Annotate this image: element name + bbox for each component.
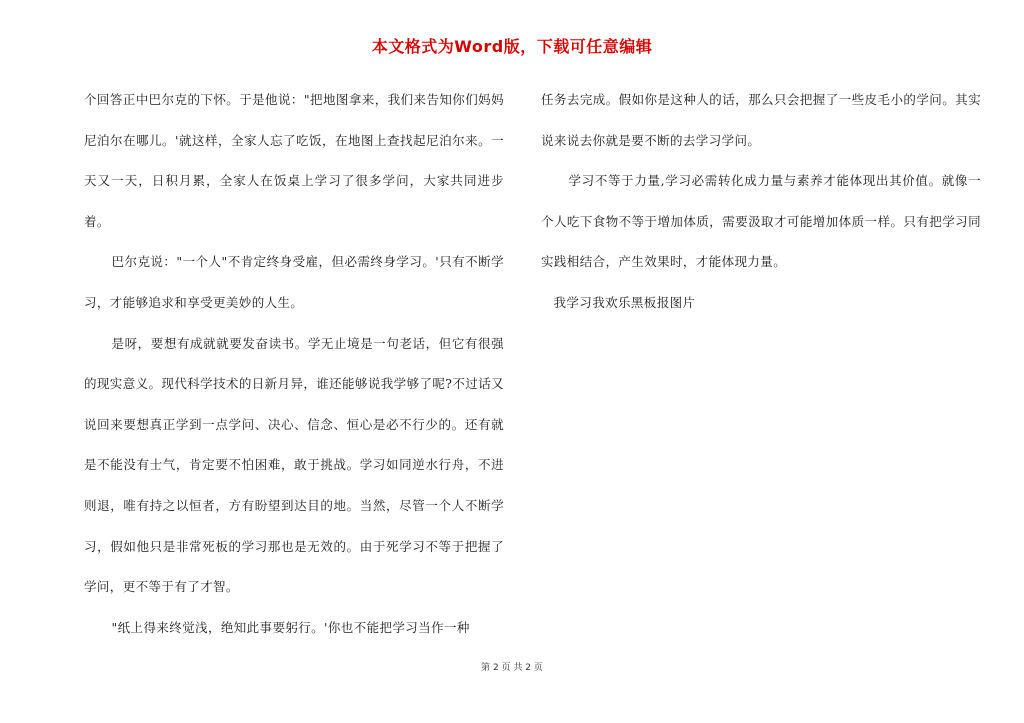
right-column	[541, 80, 981, 324]
paragraph-continuation: 个回答正中巴尔克的下怀。于是他说："把地图拿来，我们来告知你们妈妈尼泊尔在哪儿。'就这样，全家人忘了吃饭，在地图上查找起尼泊尔来。一天又一天，日积月累，全家人在饭桌上学习了很多学问，大家共同进步着。	[84, 92, 504, 229]
paragraph-blackboard-title: 我学习我欢乐黑板报图片	[553, 294, 696, 310]
document-banner: 本文格式为Word版，下载可任意编辑	[371, 37, 653, 56]
paragraph-practice-quote: "纸上得来终觉浅，绝知此事要躬行。'你也不能把学习当作一种	[111, 619, 470, 635]
paragraph-continuation-right: 任务去完成。假如你是这种人的话，那么只会把握了一些皮毛小的学问。其实说来说去你就是要不断的去学习学问。	[541, 92, 981, 148]
left-column	[84, 80, 504, 648]
page-number: 第 2 页 共 2 页	[481, 663, 543, 673]
paragraph-study-hard: 是呀，要想有成就就要发奋读书。学无止境是一句老话，但它有很强的现实意义。现代科学技术的日新月异，谁还能够说我学够了呢?不过话又说回来要想真正学到一点学问、决心、信念、恒心是必不行少的。还有就是不能没有士气，肯定要不怕困难，敢于挑战。学习如同逆水行舟，不进则退，唯有持之以恒者，方有盼望到达目的地。当然，尽管一个人不断学习，假如他只是非常死板的学习那也是无效的。由于死学习不等于把握了学问，更不等于有了才智。	[84, 335, 504, 595]
paragraph-balzac-quote: 巴尔克说："一个人"不肯定终身受雇，但必需终身学习。'只有不断学习，才能够追求和享受更美妙的人生。	[84, 254, 504, 310]
paragraph-learning-to-power: 学习不等于力量,学习必需转化成力量与素养才能体现出其价值。就像一个人吃下食物不等于增加体质，需要汲取才可能增加体质一样。只有把学习同实践相结合，产生效果时，才能体现力量。	[541, 173, 981, 270]
